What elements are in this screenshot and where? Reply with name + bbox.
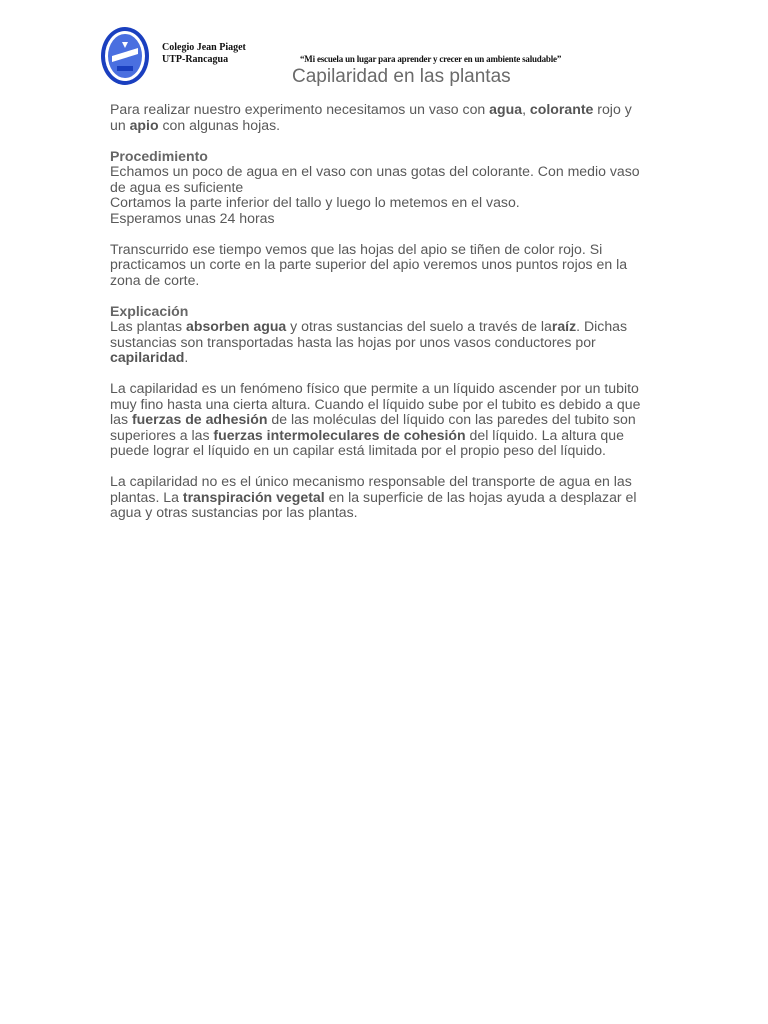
intro-text-1: Para realizar nuestro experimento necesitamos un vaso con — [110, 101, 490, 117]
capillarity-text-1: La capilaridad es un fenómeno físico que permite a un líquido ascender por un tubito muy fino hasta una cierta altura. Cuando el líquido sube por el tubito es debido a que las — [110, 380, 641, 427]
explanation-text-2: y otras sustancias del suelo a través de la — [286, 318, 552, 334]
explanation-bold-raiz: raíz — [551, 318, 577, 334]
procedure-step: Echamos un poco de agua en el vaso con unas gotas del colorante. Con medio vaso de agua es suficiente — [110, 163, 640, 195]
capillarity-bold-cohesion: fuerzas intermoleculares de cohesión — [213, 426, 466, 443]
explanation-section — [110, 304, 650, 366]
transpiration-text-2: en la superficie de las hojas ayuda a desplazar el agua y otras sustancias por las plantas. — [110, 488, 637, 520]
intro-bold-colorante: colorante — [529, 101, 594, 117]
transpiration-paragraph — [110, 474, 650, 521]
school-name: Colegio Jean Piaget — [162, 42, 246, 53]
procedure-section — [110, 149, 650, 227]
intro-bold-agua: agua — [489, 101, 523, 117]
intro-text-3: rojo y un — [110, 101, 632, 133]
capillarity-paragraph — [110, 381, 650, 459]
explanation-bold-capilaridad: capilaridad — [110, 349, 185, 365]
capillarity-text-3: del líquido. La altura que puede lograr el líquido en un capilar está limitada por el propio peso del líquido. — [110, 426, 624, 458]
intro-text-4: con algunas hojas. — [158, 116, 281, 133]
explanation-text-1: Las plantas — [110, 318, 187, 334]
transpiration-bold: transpiración vegetal — [182, 488, 325, 505]
result-paragraph: Transcurrido ese tiempo vemos que las hojas del apio se tiñen de color rojo. Si practicamos un corte en la parte superior del apio veremos unos puntos rojos en la zona de corte. — [110, 240, 628, 288]
school-motto: “Mi escuela un lugar para aprender y crecer en un ambiente saludable” — [300, 54, 562, 64]
document-body — [110, 102, 650, 536]
school-logo — [100, 26, 150, 86]
explanation-text-3: . Dichas sustancias son transportadas hasta las hojas por unos vasos conductores por — [110, 318, 628, 350]
procedure-heading: Procedimiento — [110, 147, 208, 164]
school-info — [162, 42, 246, 66]
transpiration-text-1: La capilaridad no es el único mecanismo responsable del transporte de agua en las plantas. La — [110, 473, 632, 505]
capillarity-text-2: de las moléculas del líquido con las paredes del tubito son superiores a las — [110, 411, 636, 443]
school-unit: UTP-Rancagua — [162, 54, 229, 65]
procedure-step: Esperamos unas 24 horas — [110, 209, 275, 226]
intro-bold-apio: apio — [129, 116, 159, 133]
explanation-bold-absorben: absorben agua — [186, 318, 287, 334]
procedure-step: Cortamos la parte inferior del tallo y luego lo metemos en el vaso. — [110, 194, 520, 210]
explanation-heading: Explicación — [110, 302, 189, 319]
explanation-text-4: . — [184, 349, 189, 365]
intro-text-2: , — [522, 101, 530, 117]
document-title: Capilaridad en las plantas — [292, 66, 511, 87]
capillarity-bold-adhesion: fuerzas de adhesión — [131, 411, 268, 427]
intro-paragraph — [110, 102, 650, 133]
